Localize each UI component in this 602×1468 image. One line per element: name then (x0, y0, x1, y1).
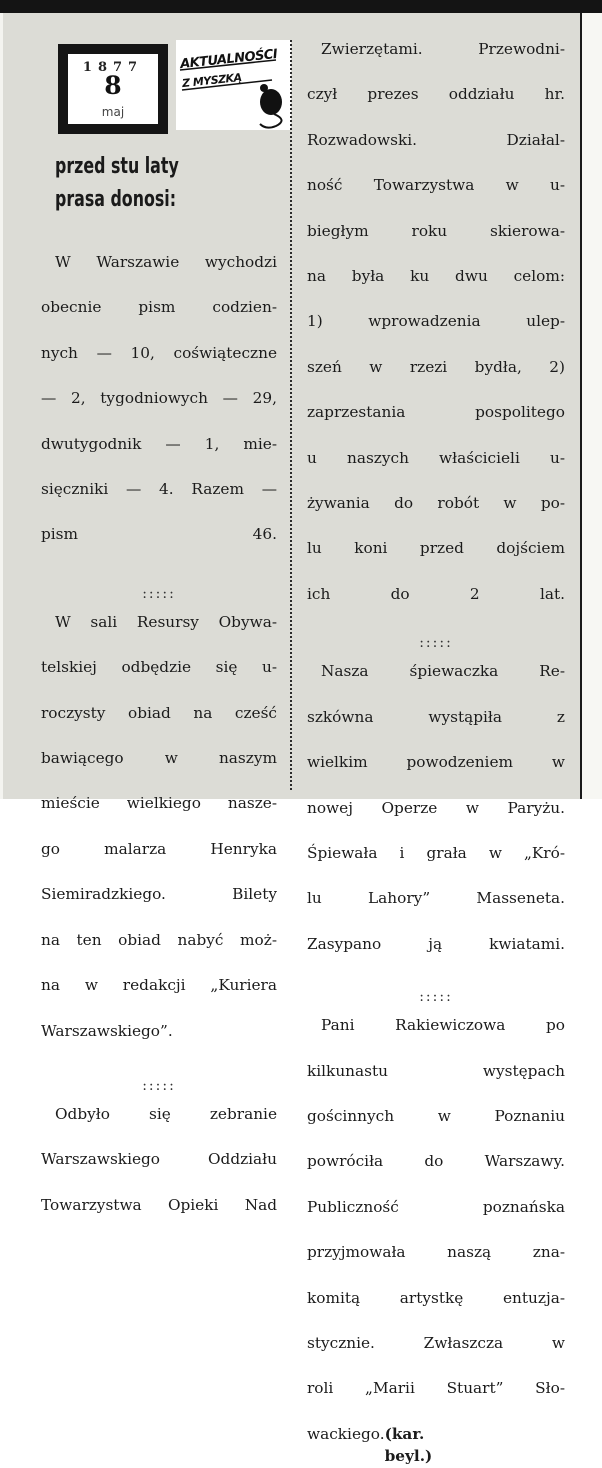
text-line: dwutygodnik — 1, mie- (41, 434, 277, 453)
text-line: roli „Marii Stuart” Sło- (307, 1379, 565, 1398)
text-line: obecnie pism codzien- (41, 298, 277, 317)
text-line: Towarzystwa Opieki Nad (41, 1195, 277, 1214)
text-line: Zwierzętami. Przewodni- (321, 40, 565, 58)
text-line: ność Towarzystwa w u- (307, 176, 565, 195)
text-line: Pani Rakiewiczowa po (321, 1016, 565, 1035)
headline-line-2: prasa donosi: (55, 187, 177, 212)
separator: ::::: (142, 1077, 176, 1094)
article-siemiradzki-dinner (41, 611, 277, 1065)
text-line: komitą artystkę entuzja- (307, 1288, 565, 1307)
calendar-month: maj (101, 105, 125, 119)
text-line: nych — 10, coświąteczne (41, 343, 277, 362)
text-line (307, 1423, 565, 1468)
text-line: 1) wprowadzenia ulep- (307, 312, 565, 331)
text-line: bawiącego w naszym (41, 749, 277, 768)
separator: ::::: (419, 635, 453, 652)
calendar-date-box (58, 44, 168, 134)
text-line: telskiej odbędzie się u- (41, 658, 277, 677)
text-line: — 2, tygodniowych — 29, (41, 389, 277, 408)
text-line: szkówna wystąpiła z (307, 707, 565, 726)
text-line: szeń w rzezi bydła, 2) (307, 357, 565, 376)
calendar-year: 1877 (82, 60, 144, 75)
text-line: go malarza Henryka (41, 839, 277, 858)
text-line: Odbyło się zebranie (55, 1104, 277, 1123)
text-line: lu koni przed dojściem (307, 539, 565, 558)
text-line: Warszawskiego Oddziału (41, 1150, 277, 1169)
separator: ::::: (142, 585, 176, 602)
text-line: sięczniki — 4. Razem — (41, 480, 277, 499)
text-line: Nasza śpiewaczka Re- (321, 662, 565, 681)
section-headline (55, 150, 213, 216)
text-line: na była ku dwu celom: (307, 267, 565, 286)
column-logo (176, 40, 291, 130)
logo-subtitle: Z MYSZKĄ (181, 70, 243, 91)
right-column (307, 38, 565, 1468)
text-line: lu Lahory” Masseneta. (307, 889, 565, 908)
author-signature: (kar. beyl.) (384, 1424, 433, 1466)
headline-line-1: przed stu laty (55, 154, 179, 179)
right-edge (580, 13, 602, 799)
text-line: na w redakcji „Kuriera (41, 976, 277, 995)
text-line: żywania do robót w po- (307, 494, 565, 513)
left-column (41, 251, 277, 1239)
text-line: zaprzestania pospolitego (307, 403, 565, 422)
text-line: stycznie. Zwłaszcza w (307, 1333, 565, 1352)
top-border (0, 0, 602, 13)
article-warsaw-press (41, 251, 277, 569)
text-line: biegłym roku skierowa- (307, 221, 565, 240)
text-line: pism 46. (41, 525, 277, 544)
text-line: roczysty obiad na cześć (41, 703, 277, 722)
article-animal-society-cont (307, 38, 565, 628)
text-line: Publiczność poznańska (307, 1197, 565, 1216)
text-line: czył prezes oddziału hr. (307, 85, 565, 104)
text-line: gościnnych w Poznaniu (307, 1106, 565, 1125)
text-line: Warszawskiego”. (41, 1021, 173, 1040)
left-edge (0, 13, 3, 799)
text-line: Zasypano ją kwiatami. (307, 934, 565, 953)
text-line: u naszych właścicieli u- (307, 448, 565, 467)
article-rakiewicz-poznan (307, 1014, 565, 1468)
text-line: mieście wielkiego nasze- (41, 794, 277, 813)
text-line: Śpiewała i grała w „Kró- (307, 843, 565, 862)
text-line: wielkim powodzeniem w (307, 753, 565, 772)
text-line: na ten obiad nabyć moż- (41, 930, 277, 949)
text-line: przyjmowała naszą zna- (307, 1243, 565, 1262)
text-line: ich do 2 lat. (307, 584, 565, 603)
calendar-day: 8 (104, 71, 122, 100)
text-line: W sali Resursy Obywa- (55, 612, 277, 631)
text-line: Rozwadowski. Działal- (307, 130, 565, 149)
text-line: nowej Operze w Paryżu. (307, 798, 565, 817)
text-line: W Warszawie wychodzi (55, 253, 277, 271)
text-fragment: wackiego. (307, 1424, 385, 1443)
article-reszke-paris (307, 660, 565, 978)
logo-title: AKTUALNOŚCI (179, 46, 279, 73)
column-divider (290, 40, 292, 790)
text-line: kilkunastu występach (307, 1061, 565, 1080)
separator: ::::: (419, 989, 453, 1006)
mouse-icon (176, 40, 291, 130)
article-animal-society (41, 1103, 277, 1239)
text-line: powróciła do Warszawy. (307, 1152, 565, 1171)
text-line: Siemiradzkiego. Bilety (41, 885, 277, 904)
